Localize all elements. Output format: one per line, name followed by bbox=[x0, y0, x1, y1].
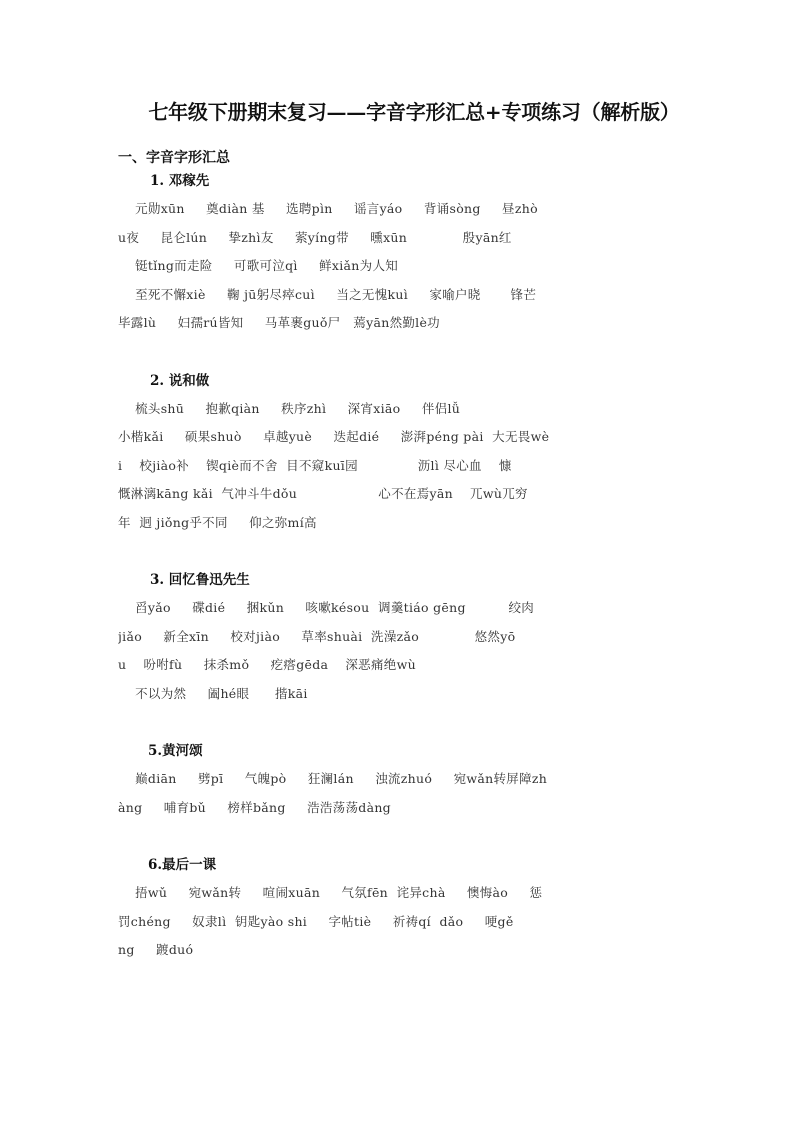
vocab-line: 舀yǎo 碟dié 捆kǔn 咳嗽késou 调羹tiáo gēng 绞肉 bbox=[118, 600, 535, 615]
vocab-line: 小楷kǎi 硕果shuò 卓越yuè 迭起dié 澎湃péng pài 大无畏wè bbox=[118, 429, 550, 444]
section-huanghe-song bbox=[118, 737, 700, 822]
vocab-line: 捂wǔ 宛wǎn转 喧闹xuān 气氛fēn 诧异chà 懊悔ào 惩 bbox=[118, 885, 543, 900]
section-deng-jiaxian bbox=[118, 167, 700, 338]
vocab-line: 元勋xūn 奠diàn 基 选聘pìn 谣言yáo 背诵sòng 昼zhò bbox=[118, 201, 538, 216]
vocab-line: àng 哺育bǔ 榜样bǎng 浩浩荡荡dàng bbox=[118, 799, 391, 815]
vocab-line: 梳头shū 抱歉qiàn 秩序zhì 深宵xiāo 伴侣lǚ bbox=[118, 400, 461, 416]
vocab-line: 年 迥 jiǒng乎不同 仰之弥mí高 bbox=[118, 514, 317, 530]
vocab-line: 铤tǐng而走险 可歌可泣qì 鲜xiǎn为人知 bbox=[118, 258, 399, 273]
section-heading: 1. 邓稼先 bbox=[150, 173, 210, 189]
section-huiyi-luxun bbox=[118, 566, 700, 708]
vocab-line: 巅diān 劈pī 气魄pò 狂澜lán 浊流zhuó 宛wǎn转屏障zh bbox=[118, 771, 548, 786]
section-shuo-he-zuo bbox=[118, 367, 700, 538]
vocab-line: i 校jiào补 锲qiè而不舍 目不窥kuī园 沥lì 尽心血 慷 bbox=[118, 457, 512, 473]
section-heading: 6.最后一课 bbox=[148, 857, 217, 873]
vocab-line: 罚chéng 奴隶lì 钥匙yào shi 字帖tiè 祈祷qí dǎo 哽gě bbox=[118, 913, 514, 929]
section-heading: 5.黄河颂 bbox=[148, 743, 203, 759]
vocab-line: u 吩咐fù 抹杀mǒ 疙瘩gēda 深恶痛绝wù bbox=[118, 657, 416, 672]
section-zuihou-yike bbox=[118, 851, 700, 965]
document-title: 七年级下册期末复习——字音字形汇总+专项练习（解析版） bbox=[148, 100, 680, 124]
part1-heading: 一、字音字形汇总 bbox=[118, 150, 230, 166]
vocab-line: jiǎo 新全xīn 校对jiào 草率shuài 洗澡zǎo 悠然yō bbox=[118, 628, 516, 644]
vocab-line: 毕露lù 妇孺rú皆知 马革裹guǒ尸 蔫yān然勤lè功 bbox=[118, 315, 440, 330]
vocab-line: 至死不懈xiè 鞠 jū躬尽瘁cuì 当之无愧kuì 家喻户晓 锋芒 bbox=[118, 286, 537, 302]
vocab-line: 慨淋漓kāng kǎi 气冲斗牛dǒu 心不在焉yān 兀wù兀穷 bbox=[118, 486, 528, 501]
section-heading: 3. 回忆鲁迅先生 bbox=[150, 572, 250, 588]
section-heading: 2. 说和做 bbox=[150, 372, 210, 389]
vocab-line: 不以为然 阖hé眼 揩kāi bbox=[118, 685, 308, 701]
vocab-line: u夜 昆仑lún 挚zhì友 萦yíng带 曛xūn 殷yān红 bbox=[118, 229, 512, 245]
vocab-line: ng 踱duó bbox=[118, 942, 194, 957]
